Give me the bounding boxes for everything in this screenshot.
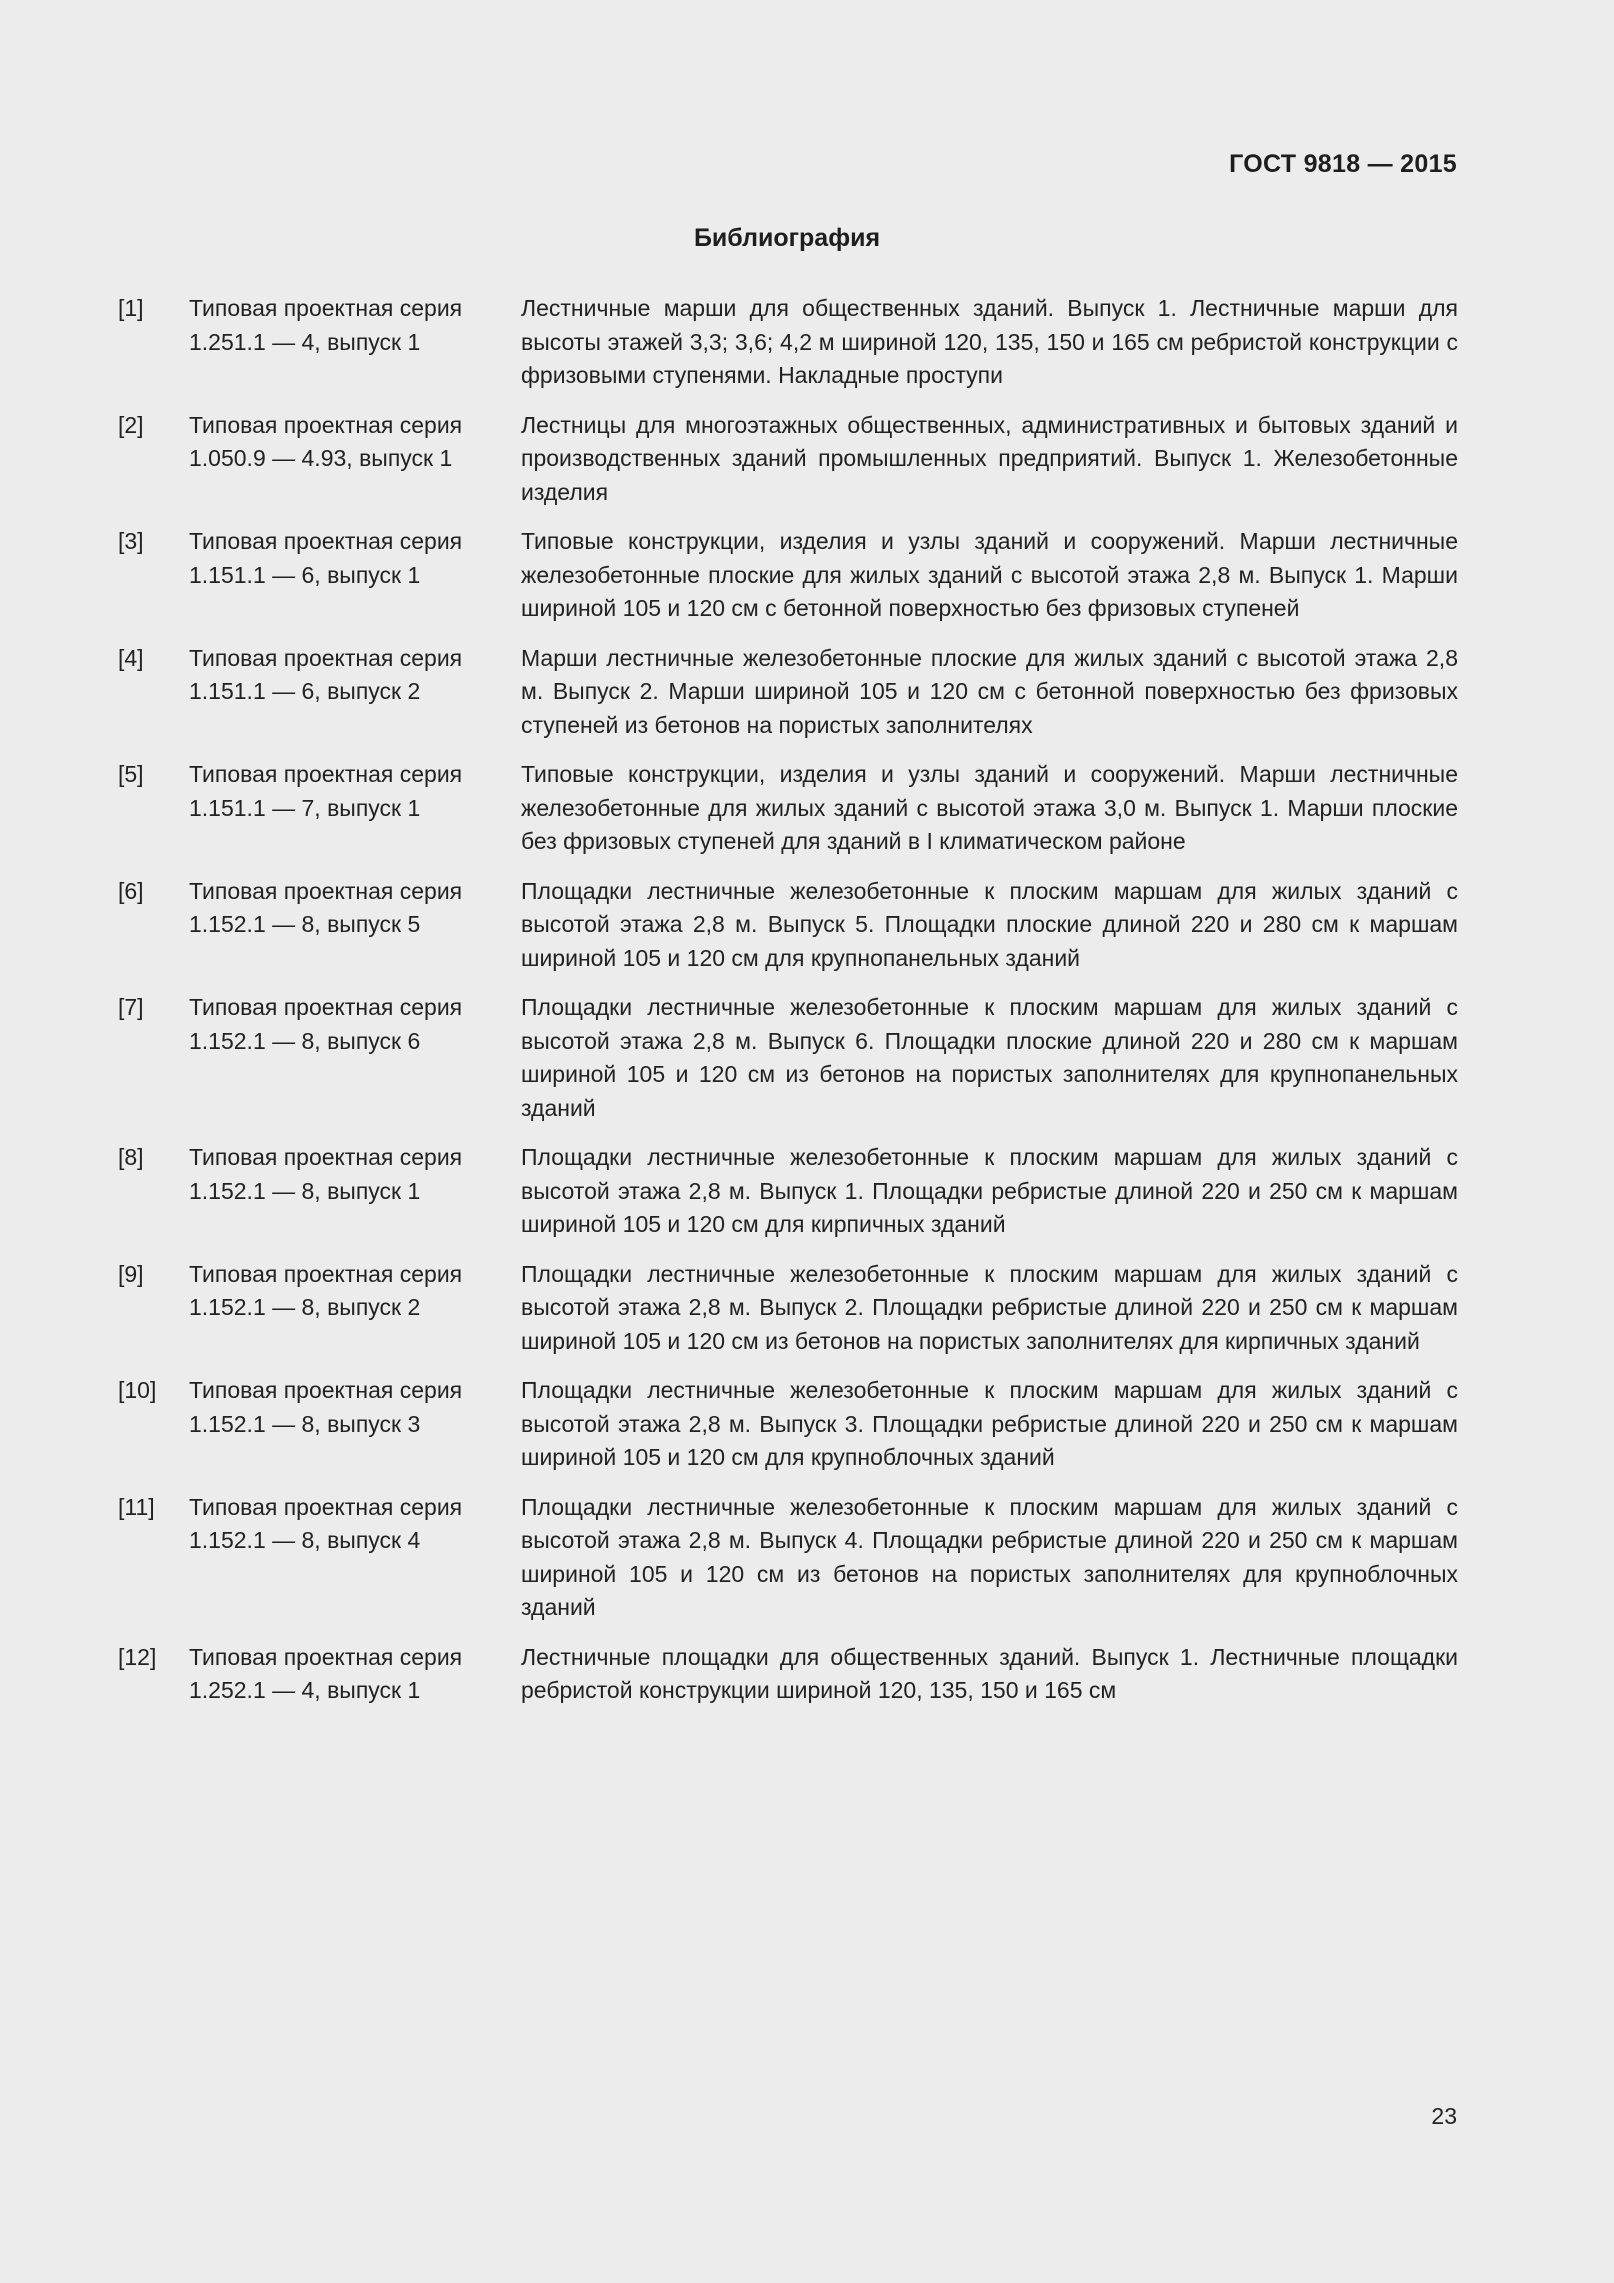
document-code: ГОСТ 9818 — 2015 [1229,150,1457,178]
entry-series: Типовая проектная серия 1.151.1 — 6, выпуск 2 [189,644,463,704]
entry-number: [1] [118,295,144,321]
entry-number: [5] [118,761,144,787]
entry-description: Площадки лестничные железобетонные к плоским маршам для жилых зданий с высотой этажа 2,8 м. Выпуск 3. Площадки ребристые длиной 220 и 250 см к маршам шириной 105 и 120 см для крупноблочных зданий [521,1377,1458,1470]
bibliography-entry [118,525,1458,626]
entry-number: [4] [118,644,144,671]
bibliography-entry [118,642,1458,743]
entry-number: [10] [118,1377,157,1403]
bibliography-entry [118,991,1458,1125]
entry-series: Типовая проектная серия 1.152.1 — 8, выпуск 5 [189,877,463,937]
entry-number: [2] [118,411,144,438]
entry-series: Типовая проектная серия 1.050.9 — 4.93, выпуск 1 [189,411,463,471]
entry-description: Лестничные марши для общественных зданий. Выпуск 1. Лестничные марши для высоты этажей 3,3; 3,6; 4,2 м шириной 120, 135, 150 и 165 см ребристой конструкции с фризовыми ступенями. Накладные проступи [521,295,1458,388]
entry-description: Типовые конструкции, изделия и узлы зданий и сооружений. Марши лестничные железобетонные для жилых зданий с высотой этажа 3,0 м. Выпуск 1. Марши плоские без фризовых ступеней для зданий в I климатическом районе [521,761,1458,854]
entry-number: [3] [118,528,144,554]
entry-number: [11] [118,1493,155,1520]
bibliography-entry [118,758,1458,859]
entry-series: Типовая проектная серия 1.152.1 — 8, выпуск 4 [189,1493,463,1553]
entry-series: Типовая проектная серия 1.152.1 — 8, выпуск 1 [189,1144,463,1204]
entry-series: Типовая проектная серия 1.151.1 — 7, выпуск 1 [189,761,463,821]
entry-series: Типовая проектная серия 1.152.1 — 8, выпуск 6 [189,994,463,1054]
bibliography-entry [118,875,1458,976]
entry-number: [9] [118,1260,144,1287]
entry-description: Площадки лестничные железобетонные к плоским маршам для жилых зданий с высотой этажа 2,8 м. Выпуск 4. Площадки ребристые длиной 220 и 250 см к маршам шириной 105 и 120 см из бетонов на пористых заполнителях для крупноблочных зданий [521,1493,1458,1620]
entry-description: Типовые конструкции, изделия и узлы зданий и сооружений. Марши лестничные железобетонные плоские для жилых зданий с высотой этажа 2,8 м. Выпуск 1. Марши шириной 105 и 120 см с бетонной поверхностью без фризовых ступеней [521,528,1458,621]
entry-description: Площадки лестничные железобетонные к плоским маршам для жилых зданий с высотой этажа 2,8 м. Выпуск 5. Площадки плоские длиной 220 и 280 см к маршам шириной 105 и 120 см для крупнопанельных зданий [521,877,1458,971]
bibliography-entry [118,292,1458,393]
entry-series: Типовая проектная серия 1.251.1 — 4, выпуск 1 [189,295,463,355]
bibliography-entry [118,1374,1458,1475]
entry-number: [6] [118,877,144,904]
entry-series: Типовая проектная серия 1.152.1 — 8, выпуск 3 [189,1377,463,1437]
entry-number: [7] [118,994,144,1020]
bibliography-entry [118,409,1458,510]
bibliography-entry [118,1491,1458,1625]
entry-description: Площадки лестничные железобетонные к плоским маршам для жилых зданий с высотой этажа 2,8 м. Выпуск 2. Площадки ребристые длиной 220 и 250 см к маршам шириной 105 и 120 см из бетонов на пористых заполнителях для кирпичных зданий [521,1260,1458,1354]
page-number: 23 [1431,2103,1457,2129]
entry-description: Лестничные площадки для общественных зданий. Выпуск 1. Лестничные площадки ребристой конструкции шириной 120, 135, 150 и 165 см [521,1643,1458,1703]
bibliography-entry [118,1641,1458,1708]
bibliography-list [118,292,1458,1724]
entry-description: Площадки лестничные железобетонные к плоским маршам для жилых зданий с высотой этажа 2,8 м. Выпуск 6. Площадки плоские длиной 220 и 280 см к маршам шириной 105 и 120 см из бетонов на пористых заполнителях для крупнопанельных зданий [521,994,1458,1121]
bibliography-entry [118,1258,1458,1359]
entry-series: Типовая проектная серия 1.152.1 — 8, выпуск 2 [189,1260,463,1320]
entry-description: Площадки лестничные железобетонные к плоским маршам для жилых зданий с высотой этажа 2,8 м. Выпуск 1. Площадки ребристые длиной 220 и 250 см к маршам шириной 105 и 120 см для кирпичных зданий [521,1144,1458,1237]
entry-number: [12] [118,1643,157,1670]
bibliography-title: Библиография [693,224,881,252]
entry-series: Типовая проектная серия 1.151.1 — 6, выпуск 1 [189,528,463,588]
entry-series: Типовая проектная серия 1.252.1 — 4, выпуск 1 [189,1643,463,1703]
entry-number: [8] [118,1144,144,1170]
bibliography-entry [118,1141,1458,1242]
entry-description: Лестницы для многоэтажных общественных, административных и бытовых зданий и производственных зданий промышленных предприятий. Выпуск 1. Железобетонные изделия [521,411,1458,505]
entry-description: Марши лестничные железобетонные плоские для жилых зданий с высотой этажа 2,8 м. Выпуск 2. Марши шириной 105 и 120 см с бетонной поверхностью без фризовых ступеней из бетонов на пористых заполнителях [521,644,1458,738]
